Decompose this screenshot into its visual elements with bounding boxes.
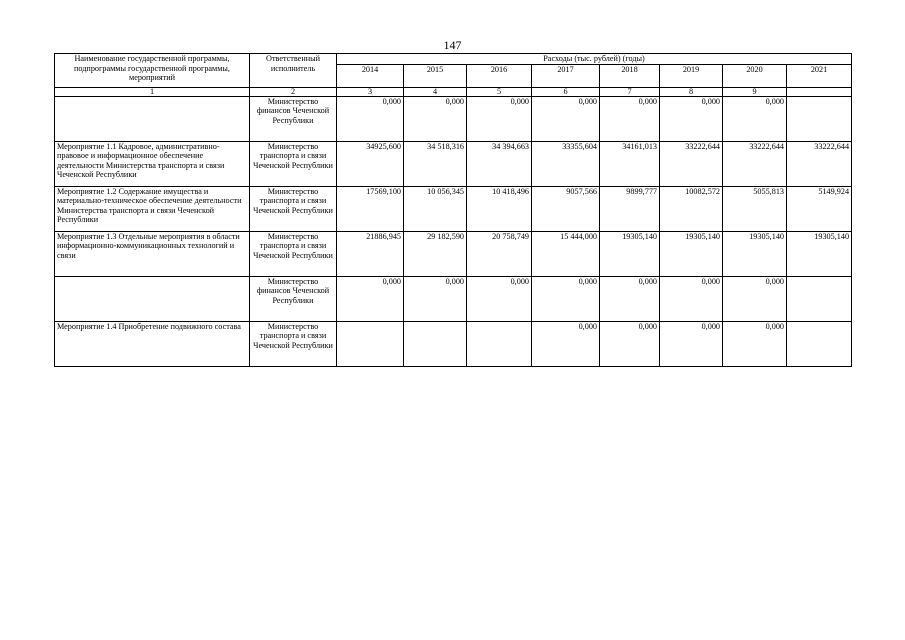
value-cell: 0,000: [467, 276, 532, 321]
responsible-executor: Министерство транспорта и связи Чеченской Республики: [250, 231, 337, 276]
column-index: 8: [660, 87, 723, 96]
column-index: 4: [404, 87, 467, 96]
table-row: [55, 141, 852, 186]
header-year: 2015: [404, 64, 467, 87]
column-index: 5: [467, 87, 532, 96]
table-row: [55, 186, 852, 231]
value-cell: 0,000: [660, 96, 723, 141]
value-cell: 5055,813: [723, 186, 787, 231]
column-index: 6: [532, 87, 600, 96]
header-responsible-column: Ответственный исполнитель: [250, 54, 337, 88]
value-cell: 0,000: [723, 321, 787, 366]
header-year: 2021: [787, 64, 852, 87]
value-cell: 0,000: [532, 96, 600, 141]
expenses-table: [54, 53, 852, 367]
value-cell: 0,000: [723, 96, 787, 141]
value-cell: 0,000: [404, 96, 467, 141]
value-cell: 0,000: [404, 276, 467, 321]
header-year: 2016: [467, 64, 532, 87]
page-number: 147: [443, 38, 462, 52]
responsible-executor: Министерство финансов Чеченской Республики: [250, 276, 337, 321]
header-year: 2017: [532, 64, 600, 87]
column-index: 7: [600, 87, 660, 96]
value-cell: [467, 321, 532, 366]
column-index: 3: [337, 87, 404, 96]
value-cell: 9057,566: [532, 186, 600, 231]
value-cell: 10 056,345: [404, 186, 467, 231]
program-name: Мероприятие 1.2 Содержание имущества и материально-техническое обеспечение деятельности Министерства транспорта и связи Чеченской Республики: [55, 186, 250, 231]
value-cell: 0,000: [337, 96, 404, 141]
responsible-executor: Министерство транспорта и связи Чеченской Республики: [250, 141, 337, 186]
value-cell: 33222,644: [723, 141, 787, 186]
value-cell: [787, 276, 852, 321]
responsible-executor: Министерство финансов Чеченской Республики: [250, 96, 337, 141]
value-cell: 33222,644: [660, 141, 723, 186]
value-cell: 0,000: [532, 276, 600, 321]
value-cell: 34161,013: [600, 141, 660, 186]
column-index: 9: [723, 87, 787, 96]
value-cell: 19305,140: [787, 231, 852, 276]
table-row: [55, 321, 852, 366]
value-cell: 10082,572: [660, 186, 723, 231]
value-cell: 34925,600: [337, 141, 404, 186]
column-index: 1: [55, 87, 250, 96]
value-cell: [337, 321, 404, 366]
table-row: [55, 231, 852, 276]
value-cell: 19305,140: [723, 231, 787, 276]
program-name: [55, 96, 250, 141]
value-cell: 20 758,749: [467, 231, 532, 276]
value-cell: 33355,604: [532, 141, 600, 186]
value-cell: [787, 96, 852, 141]
value-cell: 0,000: [600, 321, 660, 366]
column-index: 2: [250, 87, 337, 96]
program-name: Мероприятие 1.4 Приобретение подвижного состава: [55, 321, 250, 366]
table-row: [55, 96, 852, 141]
program-name: Мероприятие 1.1 Кадровое, административно-правовое и информационное обеспечение деятельности Министерства транспорта и связи Чеченской Республики: [55, 141, 250, 186]
value-cell: 21886,945: [337, 231, 404, 276]
value-cell: 5149,924: [787, 186, 852, 231]
value-cell: 0,000: [660, 321, 723, 366]
value-cell: 19305,140: [660, 231, 723, 276]
value-cell: [787, 321, 852, 366]
value-cell: 17569,100: [337, 186, 404, 231]
index-row: [55, 87, 852, 96]
value-cell: 0,000: [467, 96, 532, 141]
value-cell: 34 394,663: [467, 141, 532, 186]
value-cell: 0,000: [600, 276, 660, 321]
value-cell: 19305,140: [600, 231, 660, 276]
program-name: Мероприятие 1.3 Отдельные мероприятия в области информационно-коммуникационных технологий и связи: [55, 231, 250, 276]
value-cell: 33222,644: [787, 141, 852, 186]
value-cell: 29 182,590: [404, 231, 467, 276]
value-cell: 0,000: [600, 96, 660, 141]
header-year: 2018: [600, 64, 660, 87]
responsible-executor: Министерство транспорта и связи Чеченской Республики: [250, 186, 337, 231]
value-cell: 0,000: [723, 276, 787, 321]
value-cell: [404, 321, 467, 366]
header-expenses: Расходы (тыс. рублей) (годы): [337, 54, 852, 65]
value-cell: 10 418,496: [467, 186, 532, 231]
value-cell: 15 444,000: [532, 231, 600, 276]
value-cell: 34 518,316: [404, 141, 467, 186]
header-year: 2019: [660, 64, 723, 87]
value-cell: 0,000: [532, 321, 600, 366]
header-year: 2014: [337, 64, 404, 87]
table-header: [55, 54, 852, 88]
table-row: [55, 276, 852, 321]
value-cell: 9899,777: [600, 186, 660, 231]
responsible-executor: Министерство транспорта и связи Чеченской Республики: [250, 321, 337, 366]
value-cell: 0,000: [660, 276, 723, 321]
header-name-column: Наименование государственной программы, подпрограммы государственной программы, мероприятий: [55, 54, 250, 88]
value-cell: 0,000: [337, 276, 404, 321]
column-index: [787, 87, 852, 96]
program-name: [55, 276, 250, 321]
header-year: 2020: [723, 64, 787, 87]
